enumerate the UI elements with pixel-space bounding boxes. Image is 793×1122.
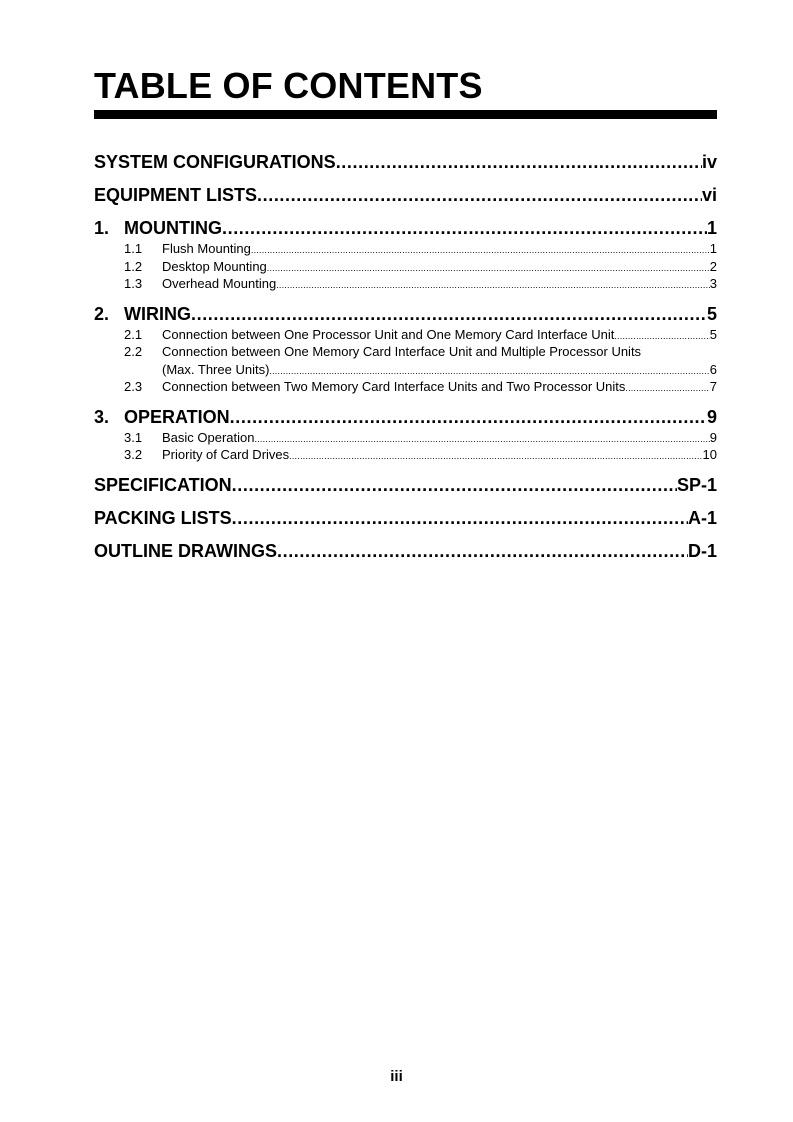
- toc-chapter-operation[interactable]: [94, 405, 717, 429]
- toc-entry-label: SYSTEM CONFIGURATIONS: [94, 152, 336, 172]
- toc-entry-page: vi: [701, 185, 717, 205]
- toc-entry-page: iv: [701, 152, 717, 172]
- section-page: 1: [709, 241, 717, 256]
- section-label: Connection between One Memory Card Interface Unit and Multiple Processor Units: [162, 344, 642, 359]
- dot-leader: [257, 183, 702, 207]
- toc-entry-specification[interactable]: [94, 473, 717, 497]
- table-of-contents: [94, 150, 717, 563]
- dot-leader: [277, 539, 688, 563]
- section-number: 2.1: [124, 326, 143, 342]
- section-label: Desktop Mounting: [162, 258, 267, 274]
- toc-entry-label: OUTLINE DRAWINGS: [94, 540, 277, 561]
- section-label: Basic Operation: [162, 429, 255, 445]
- toc-entry-equipment-lists[interactable]: [94, 183, 717, 207]
- dot-leader: [232, 506, 688, 530]
- chapter-number: 2.: [94, 303, 110, 324]
- dot-leader: [289, 446, 702, 466]
- toc-entry-label: SPECIFICATION: [94, 474, 232, 495]
- section-label: Priority of Card Drives: [162, 447, 290, 462]
- section-number: 2.3: [124, 379, 143, 394]
- section-first-line: [124, 343, 717, 361]
- toc-section[interactable]: [94, 258, 717, 276]
- section-page: 6: [709, 361, 717, 377]
- dot-leader: [276, 275, 710, 295]
- chapter-number: 3.: [94, 406, 110, 427]
- toc-section[interactable]: [94, 446, 717, 464]
- section-number: 2.2: [124, 344, 143, 359]
- toc-entry-page: D-1: [687, 540, 717, 561]
- section-number: 1.3: [124, 276, 143, 291]
- chapter-page: 1: [706, 218, 717, 238]
- dot-leader: [625, 378, 709, 398]
- chapter-number: 1.: [94, 218, 110, 238]
- section-label-continued: (Max. Three Units): [162, 361, 270, 377]
- section-page: 5: [709, 326, 717, 342]
- chapter-label: WIRING: [124, 303, 191, 324]
- section-number: 1.2: [124, 258, 143, 274]
- section-label: Connection between Two Memory Card Interface Units and Two Processor Units: [162, 379, 626, 394]
- chapter-page: 5: [706, 303, 717, 324]
- toc-section[interactable]: [94, 326, 717, 344]
- section-label: Connection between One Processor Unit and One Memory Card Interface Unit: [162, 326, 615, 342]
- page-title: TABLE OF CONTENTS: [94, 65, 483, 106]
- toc-entry-page: A-1: [687, 507, 717, 528]
- section-page: 2: [709, 258, 717, 274]
- toc-entry-outline-drawings[interactable]: [94, 539, 717, 563]
- dot-leader: [222, 216, 707, 240]
- dot-leader: [230, 405, 707, 429]
- toc-section[interactable]: [94, 378, 717, 396]
- title-rule: [94, 110, 717, 119]
- section-continuation-line: [124, 361, 717, 379]
- toc-entry-system-configurations[interactable]: [94, 150, 717, 174]
- dot-leader: [336, 150, 702, 174]
- section-page: 9: [709, 429, 717, 445]
- section-page: 7: [709, 379, 717, 394]
- toc-section[interactable]: [94, 275, 717, 293]
- toc-chapter-mounting[interactable]: [94, 216, 717, 240]
- section-number: 1.1: [124, 241, 143, 256]
- toc-section[interactable]: [94, 240, 717, 258]
- section-page: 10: [702, 447, 717, 462]
- dot-leader: [232, 473, 677, 497]
- section-label: Overhead Mounting: [162, 276, 277, 291]
- chapter-label: MOUNTING: [124, 218, 222, 238]
- page-number-footer: iii: [390, 1068, 403, 1085]
- toc-entry-packing-lists[interactable]: [94, 506, 717, 530]
- section-page: 3: [709, 276, 717, 291]
- toc-section[interactable]: [94, 429, 717, 447]
- toc-entry-label: EQUIPMENT LISTS: [94, 185, 258, 205]
- dot-leader: [191, 302, 707, 326]
- toc-chapter-wiring[interactable]: [94, 302, 717, 326]
- chapter-page: 9: [706, 406, 717, 427]
- toc-entry-page: SP-1: [676, 474, 717, 495]
- section-number: 3.1: [124, 429, 143, 445]
- chapter-label: OPERATION: [124, 406, 230, 427]
- toc-entry-label: PACKING LISTS: [94, 507, 232, 528]
- toc-section[interactable]: [94, 343, 717, 378]
- section-label: Flush Mounting: [162, 241, 251, 256]
- section-number: 3.2: [124, 447, 143, 462]
